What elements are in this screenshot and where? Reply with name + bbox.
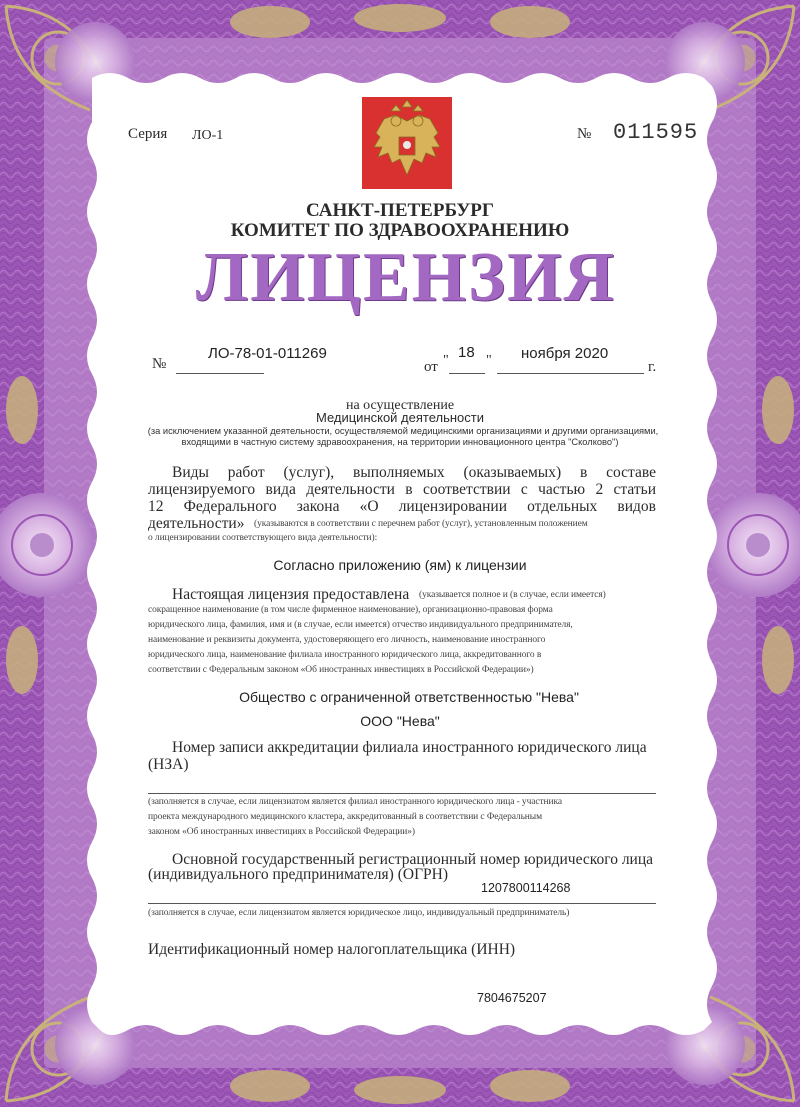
inn-value: 7804675207 (477, 991, 547, 1005)
license-number: ЛО-78-01-011269 (208, 345, 327, 362)
committee-name: КОМИТЕТ ПО ЗДРАВООХРАНЕНИЮ (230, 220, 570, 241)
accreditation-note-line-2: проекта международного медицинского кластера, аккредитованный в соответствии с Федеральным (148, 812, 542, 822)
works-line-4-note: (указываются в соответствии с перечнем работ (услуг), установленным положением (254, 519, 588, 529)
license-no-underline (176, 373, 264, 374)
works-line-3: 12 Федерального закона «О лицензировании отдельных видов (148, 498, 656, 515)
grantee-note-line-6: соответствии с Федеральным законом «Об иностранных инвестициях в Российской Федерации») (148, 665, 534, 675)
number-prefix: № (577, 126, 592, 142)
works-line-1: Виды работ (услуг), выполняемых (оказываемых) в составе (172, 464, 656, 481)
grantee-full-name: Общество с ограниченной ответственностью "Нева" (239, 689, 579, 705)
activity-type: Медицинской деятельности (315, 410, 485, 425)
works-line-4: деятельности» (148, 515, 245, 532)
ogrn-underline (148, 903, 656, 904)
russian-coat-of-arms-icon (362, 97, 452, 189)
date-from-label: от (424, 359, 438, 375)
month-underline (497, 373, 644, 374)
document-title: ЛИЦЕНЗИЯ (195, 239, 617, 316)
license-month-year: ноября 2020 (521, 345, 609, 362)
inn-label: Идентификационный номер налогоплательщика (ИНН) (148, 941, 516, 958)
ogrn-note: (заполняется в случае, если лицензиатом является юридическое лицо, индивидуальный предприниматель) (148, 908, 570, 918)
activity-for-label: на осуществление (345, 398, 455, 413)
license-day: 18 (458, 344, 475, 361)
accreditation-line-2: (НЗА) (148, 756, 189, 773)
works-line-5-note: о лицензировании соответствующего вида деятельности): (148, 533, 378, 543)
series-value: ЛО-1 (192, 128, 224, 143)
accreditation-note-line-1: (заполняется в случае, если лицензиатом является филиал иностранного юридического лица - участника (148, 797, 562, 807)
series-label: Серия (128, 126, 168, 142)
ogrn-value: 1207800114268 (481, 881, 571, 895)
year-suffix: г. (648, 359, 657, 375)
form-number: 011595 (613, 120, 699, 145)
grantee-note-line-1: (указывается полное и (в случае, если имеется) (419, 590, 606, 600)
accreditation-underline (148, 793, 656, 794)
date-quote-open: " (443, 353, 449, 368)
activity-note-line-2: входящими в частную систему здравоохранения, на территории инновационного центра "Сколково") (181, 437, 619, 447)
accreditation-note-line-3: законом «Об иностранных инвестициях в Российской Федерации») (148, 827, 415, 837)
grantee-note-line-2: сокращенное наименование (в том числе фирменное наименование), организационно-правовая форма (148, 605, 553, 615)
license-no-label: № (152, 356, 167, 372)
accreditation-line-1: Номер записи аккредитации филиала иностранного юридического лица (172, 739, 647, 756)
grantee-note-line-5: юридического лица, наименование филиала иностранного юридического лица, аккредитованного в (148, 650, 542, 660)
date-quote-close: " (486, 353, 492, 368)
works-line-2: лицензируемого вида деятельности в соответствии с частью 2 статьи (148, 481, 656, 498)
ogrn-line-1: Основной государственный регистрационный номер юридического лица (172, 851, 654, 868)
grantee-note-line-4: наименование и реквизиты документа, удостоверяющего его личность, наименование иностранного (148, 635, 546, 645)
activity-note-line-1: (за исключением указанной деятельности, осуществляемой медицинскими организациями и другими организациями, (147, 426, 659, 436)
grantee-intro: Настоящая лицензия предоставлена (172, 586, 410, 603)
ogrn-line-2: (индивидуального предпринимателя) (ОГРН) (148, 866, 449, 883)
city-name: САНКТ-ПЕТЕРБУРГ (306, 200, 494, 221)
grantee-short-name: ООО "Нева" (360, 713, 440, 729)
works-value: Согласно приложению (ям) к лицензии (273, 557, 527, 573)
day-underline (449, 373, 485, 374)
grantee-note-line-3: юридического лица, фамилия, имя и (в случае, если имеется) отчество индивидуального предпринимателя, (148, 620, 573, 630)
